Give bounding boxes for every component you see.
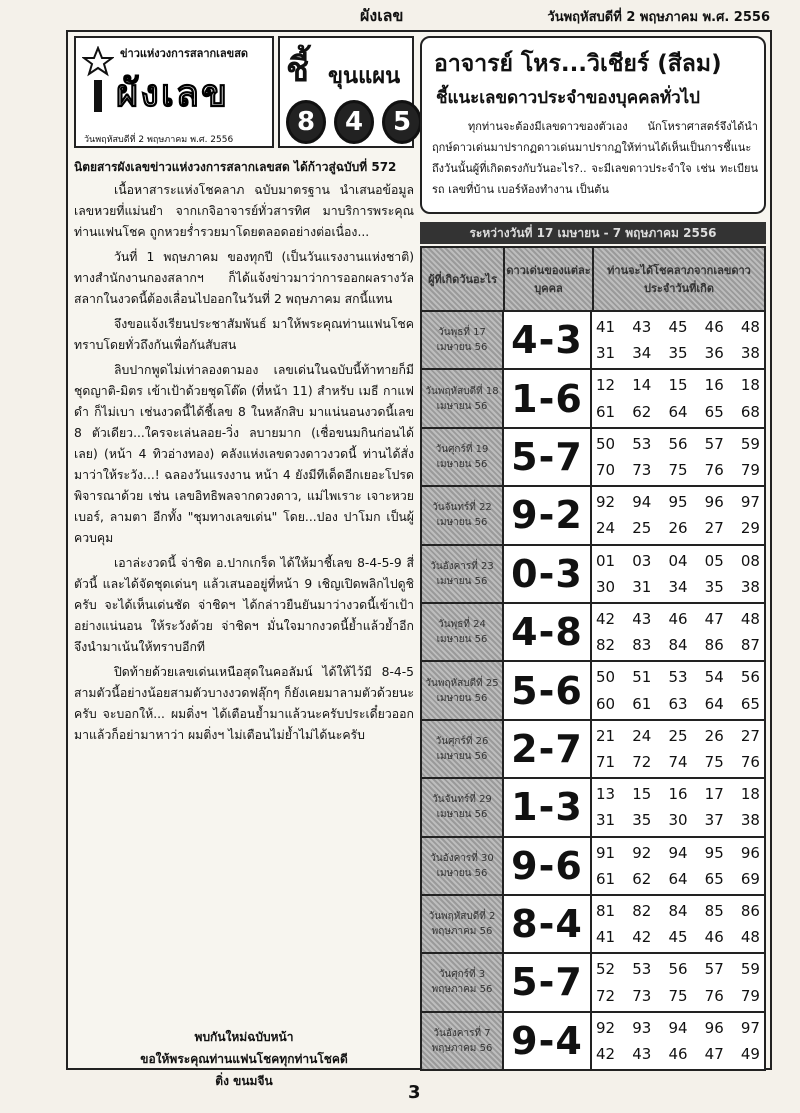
lucky-number: 95 [668, 493, 688, 512]
table-header [422, 248, 764, 312]
row-star-pair: 9-4 [504, 1013, 592, 1069]
number-line [596, 902, 760, 920]
row-numbers [592, 370, 764, 426]
lucky-number: 49 [740, 1044, 760, 1063]
row-numbers [592, 487, 764, 543]
header-birthday: ผู้ที่เกิดวันอะไร [422, 248, 505, 310]
lucky-number: 48 [740, 928, 760, 947]
date-range: ระหว่างวันที่ 17 เมษายน - 7 พฤษภาคม 2556 [420, 222, 766, 244]
lucky-number: 97 [740, 493, 760, 512]
row-star-pair: 1-3 [504, 779, 592, 835]
number-line [596, 987, 760, 1005]
lucky-number: 92 [632, 843, 652, 862]
article-paragraph: จึงขอแจ้งเรียนประชาสัมพันธ์ มาให้พระคุณท่านแฟนโชคทราบโดยทั่วถึงกันเพื่อกันสับสน [74, 317, 414, 352]
lucky-number: 03 [632, 551, 652, 570]
number-line [596, 727, 760, 745]
lucky-number: 42 [596, 1044, 616, 1063]
lucky-number: 84 [668, 636, 688, 655]
lucky-number: 31 [596, 344, 616, 363]
lucky-number: 13 [596, 785, 616, 804]
row-star-pair: 9-2 [504, 487, 592, 543]
row-date: วันจันทร์ที่ 29 เมษายน 56 [422, 779, 504, 835]
lucky-number: 83 [632, 636, 652, 655]
lucky-number: 95 [704, 843, 724, 862]
lucky-number: 93 [632, 1018, 652, 1037]
masthead-date: วันพฤหัสบดีที่ 2 พฤษภาคม พ.ศ. 2556 [84, 135, 234, 145]
table-row [422, 604, 764, 662]
lucky-number: 60 [596, 694, 616, 713]
signoff-line: ขอให้พระคุณท่านแฟนโชคทุกท่านโชคดี [140, 1052, 348, 1066]
lucky-number: 71 [596, 753, 616, 772]
row-date: วันอังคารที่ 7 พฤษภาคม 56 [422, 1013, 504, 1069]
lucky-number: 27 [740, 726, 760, 745]
lucky-number: 82 [596, 636, 616, 655]
row-star-pair: 2-7 [504, 721, 592, 777]
lucky-number: 96 [704, 1018, 724, 1037]
row-star-pair: 5-6 [504, 662, 592, 718]
row-star-pair: 9-6 [504, 838, 592, 894]
lucky-number: 24 [632, 726, 652, 745]
lucky-number: 94 [668, 1018, 688, 1037]
article-signoff [74, 1026, 414, 1092]
row-star-pair: 1-6 [504, 370, 592, 426]
number-line [596, 461, 760, 479]
lucky-number: 76 [704, 461, 724, 480]
lucky-number: 86 [740, 902, 760, 920]
row-date: วันพฤหัสบดีที่ 25 เมษายน 56 [422, 662, 504, 718]
lucky-number: 43 [632, 610, 652, 629]
lucky-number: 15 [632, 785, 652, 804]
lucky-number: 01 [596, 551, 616, 570]
row-numbers [592, 896, 764, 952]
astrologer-intro: ทุกท่านจะต้องมีเลขดาวของตัวเอง นักโหราศาสตร์จึงได้นำฤกษ์ดาวเด่นมาปรากฏดาวเด่นมาปรากฏให้ท่านได้เห็นเป็นการชี้แนะ ถึงวันนั้นผู้ที่เกิดตรงกับวันอะไร?.. จะมีเลขดาวประจำใจ เช่น ทะเบียนรถ เลขที่บ้าน เบอร์ห้องทำงาน เป็นต้น [432, 120, 758, 196]
lucky-number: 52 [596, 960, 616, 979]
lucky-number: 76 [740, 753, 760, 772]
lucky-number: 87 [740, 636, 760, 655]
badge-digits [286, 100, 422, 144]
lucky-number: 30 [596, 577, 616, 596]
lucky-number: 69 [740, 869, 760, 888]
number-line [596, 578, 760, 596]
lucky-number: 29 [740, 519, 760, 538]
lucky-number: 91 [596, 843, 616, 862]
lucky-number: 16 [668, 785, 688, 804]
number-line [596, 435, 760, 453]
lucky-number: 15 [668, 376, 688, 395]
lucky-number: 53 [632, 434, 652, 453]
masthead-subtitle: ข่าวแห่งวงการสลากเลขสด [120, 47, 249, 60]
row-star-pair: 8-4 [504, 896, 592, 952]
number-line [596, 1045, 760, 1063]
lucky-number: 25 [632, 519, 652, 538]
number-line [596, 811, 760, 829]
lucky-number: 17 [704, 785, 724, 804]
row-date: วันอังคารที่ 30 เมษายน 56 [422, 838, 504, 894]
right-column [420, 36, 766, 1064]
number-line [596, 960, 760, 978]
lucky-number: 61 [596, 402, 616, 421]
lucky-number: 24 [596, 519, 616, 538]
page-header [0, 0, 800, 30]
lucky-number: 68 [740, 402, 760, 421]
lucky-number: 74 [668, 753, 688, 772]
lucky-number: 57 [704, 434, 724, 453]
badge-digit: 4 [334, 100, 374, 144]
lucky-number: 53 [668, 668, 688, 687]
lucky-number: 47 [704, 610, 724, 629]
header-star: ดาวเด่นของแต่ละบุคคล [505, 248, 594, 310]
lucky-number: 47 [704, 1044, 724, 1063]
lucky-number: 79 [740, 461, 760, 480]
row-numbers [592, 429, 764, 485]
lucky-number: 30 [668, 811, 688, 830]
lucky-number: 41 [596, 318, 616, 337]
star-number-table [420, 246, 766, 1071]
table-row [422, 429, 764, 487]
number-line [596, 344, 760, 362]
number-line [596, 668, 760, 686]
table-rows [422, 312, 764, 1069]
row-numbers [592, 721, 764, 777]
lucky-number: 65 [704, 402, 724, 421]
left-column [74, 36, 414, 1088]
number-line [596, 403, 760, 421]
badge-prefix: ชี้ [286, 50, 310, 90]
row-star-pair: 0-3 [504, 546, 592, 602]
lucky-number: 59 [740, 960, 760, 979]
lucky-number: 94 [668, 843, 688, 862]
number-line [596, 552, 760, 570]
number-line [596, 1019, 760, 1037]
astrologer-subtitle: ชี้แนะเลขดาวประจำของบุคคลทั่วไป [436, 88, 700, 108]
lucky-number: 50 [596, 668, 616, 687]
lucky-number: 92 [596, 1018, 616, 1037]
row-numbers [592, 838, 764, 894]
astrologer-title: อาจารย์ โหร...วิเชียร์ (สีลม) [434, 51, 722, 77]
lucky-number: 42 [632, 928, 652, 947]
table-row [422, 487, 764, 545]
lucky-number: 12 [596, 376, 616, 395]
row-date: วันศุกร์ที่ 19 เมษายน 56 [422, 429, 504, 485]
lucky-number: 43 [632, 318, 652, 337]
table-row [422, 312, 764, 370]
row-star-pair: 5-7 [504, 429, 592, 485]
lucky-number: 62 [632, 869, 652, 888]
row-numbers [592, 604, 764, 660]
masthead-brand: ผังเลข [116, 71, 230, 115]
badge-digit: 8 [286, 100, 326, 144]
lucky-number: 56 [668, 434, 688, 453]
page-number: 3 [408, 1082, 421, 1103]
lucky-number: 48 [740, 318, 760, 337]
row-star-pair: 4-8 [504, 604, 592, 660]
lucky-number: 42 [596, 610, 616, 629]
article-paragraph: ลิบปากพูดไม่เท่าลองตามอง เลขเด่นในฉบับนี้ท้าทายก็มีชุดญาติ-มิตร เข้าเป้าด้วยชุดโต๊ด (ที่หน้า 11) สำหรับ เมธี กาแฟดำ ก็ไม่เบา เช่นงวดนี้ได้ชี้เลข 8 ในหลักสิบ มาแน่นอนงวดนี้เลข 8 ตัวเดียว...ใครจะเล่นลอย-วิ่ง ลบายมาก (เชื่อขนมกินก่อนได้เลย) (หน้า 4 ทิวอ่างทอง) คลังแห่งเลขดวงดาวงวดนี้ ท่านได้สั่งมาว่าให้ระวัง...! ฉลองวันแรงงาน หน้า 4 ยังมีทีเด็ดอีกเยอะโปรดพิจารณาด้วย เช่น เลขอิทธิพลจากดวงดาว, แม่ไพเราะ เจาะหวยเบอร์, ลามตา อีกทั้ง "ชุมทางเลขเด่น" โดย...ปอง ปาโมก เป็นผู้ควบคุม [74, 363, 414, 545]
article-paragraph: เนื้อหาสาระแห่งโชคลาภ ฉบับมาตรฐาน นำเสนอข้อมูลเลขหวยที่แม่นยำ จากเกจิอาจารย์ทั่วสารทิศ มาบริการพระคุณท่านแฟนโชค ถูกหวยร่ำรวยมาโดยตลอดอย่างต่อเนื่อง... [74, 183, 414, 239]
lucky-number: 56 [740, 668, 760, 687]
number-line [596, 753, 760, 771]
row-star-pair: 5-7 [504, 954, 592, 1010]
lucky-number: 18 [740, 376, 760, 395]
lucky-number: 70 [596, 461, 616, 480]
row-date: วันอังคารที่ 23 เมษายน 56 [422, 546, 504, 602]
lucky-number: 45 [668, 318, 688, 337]
number-line [596, 610, 760, 628]
lucky-number: 53 [632, 960, 652, 979]
number-line [596, 844, 760, 862]
lucky-number: 35 [704, 577, 724, 596]
lucky-number: 50 [596, 434, 616, 453]
lucky-number: 27 [704, 519, 724, 538]
lucky-number: 46 [704, 928, 724, 947]
lucky-number: 43 [632, 1044, 652, 1063]
lucky-number: 56 [668, 960, 688, 979]
signoff-author: ติ่ง ขนมจีน [215, 1074, 273, 1088]
row-numbers [592, 1013, 764, 1069]
lucky-number: 51 [632, 668, 652, 687]
lucky-number: 82 [632, 902, 652, 920]
lucky-number: 05 [704, 551, 724, 570]
lucky-number: 34 [632, 344, 652, 363]
lucky-number: 72 [596, 986, 616, 1005]
header-numbers: ท่านจะได้โชคลาภจากเลขดาวประจำวันที่เกิด [607, 264, 751, 295]
row-date: วันพุธที่ 24 เมษายน 56 [422, 604, 504, 660]
lucky-number: 38 [740, 577, 760, 596]
lucky-number: 92 [596, 493, 616, 512]
lucky-number: 75 [668, 986, 688, 1005]
lucky-number: 59 [740, 434, 760, 453]
number-line [596, 870, 760, 888]
lucky-number: 72 [632, 753, 652, 772]
table-row [422, 1013, 764, 1069]
number-line [596, 928, 760, 946]
lucky-number: 04 [668, 551, 688, 570]
row-date: วันจันทร์ที่ 22 เมษายน 56 [422, 487, 504, 543]
issue-line: นิตยสารผังเลขข่าวแห่งวงการสลากเลขสด ได้ก้าวสู่ฉบับที่ 572 [74, 160, 397, 174]
header-title: ผังเลข [360, 6, 404, 25]
number-line [596, 376, 760, 394]
lucky-number: 38 [740, 811, 760, 830]
lucky-number: 26 [704, 726, 724, 745]
article-paragraph: เอาล่ะงวดนี้ จ่าชิด อ.ปากเกร็ด ได้ให้มาชี้เลข 8-4-5-9 สี่ตัวนี้ และได้จัดชุดเด่นๆ แล้วเสนออยู่ที่หน้า 9 เชิญเปิดพลิกไปดูชิครับ จะได้เห็นเด่นชัด จ่าชิดฯ ได้กล่าวยืนยันมาว่างวดนี้เข้าเป้าอย่างแน่นอน ให้ระวังด้วย จ่าชิดฯ มั่นใจมากงวดนี้ย้ำแล้วย้ำอีก จึงนำมาเน้นให้ทราบอีกที [74, 556, 414, 654]
row-numbers [592, 779, 764, 835]
lucky-number: 21 [596, 726, 616, 745]
lucky-number: 96 [704, 493, 724, 512]
lucky-number: 18 [740, 785, 760, 804]
number-line [596, 695, 760, 713]
row-numbers [592, 662, 764, 718]
lucky-number: 46 [704, 318, 724, 337]
row-date: วันพฤหัสบดีที่ 18 เมษายน 56 [422, 370, 504, 426]
number-line [596, 785, 760, 803]
lucky-number: 79 [740, 986, 760, 1005]
lucky-number: 26 [668, 519, 688, 538]
lucky-number: 65 [704, 869, 724, 888]
lucky-number: 84 [668, 902, 688, 920]
lucky-number: 54 [704, 668, 724, 687]
lucky-number: 73 [632, 986, 652, 1005]
header-date: วันพฤหัสบดีที่ 2 พฤษภาคม พ.ศ. 2556 [547, 10, 770, 25]
row-numbers [592, 546, 764, 602]
lucky-number: 57 [704, 960, 724, 979]
number-line [596, 493, 760, 511]
lucky-number: 94 [632, 493, 652, 512]
number-line [596, 636, 760, 654]
article-paragraph: วันที่ 1 พฤษภาคม ของทุกปี (เป็นวันแรงงานแห่งชาติ) ทางสำนักงานกองสลากฯ ก็ได้แจ้งข่าวมาว่าการออกผลรางวัลสลากในงวดนี้ต้องเลื่อนไปออกในวันที่ 2 พฤษภาคม สกนี้แทน [74, 250, 414, 306]
signoff-line: พบกันใหม่ฉบับหน้า [194, 1030, 294, 1044]
row-date: วันศุกร์ที่ 26 เมษายน 56 [422, 721, 504, 777]
table-row [422, 721, 764, 779]
lucky-number: 61 [632, 694, 652, 713]
table-row [422, 546, 764, 604]
table-row [422, 370, 764, 428]
lucky-number: 45 [668, 928, 688, 947]
lucky-number: 75 [704, 753, 724, 772]
table-row [422, 779, 764, 837]
lucky-number: 14 [632, 376, 652, 395]
lucky-number: 75 [668, 461, 688, 480]
number-line [596, 519, 760, 537]
lucky-number: 35 [668, 344, 688, 363]
lucky-number: 86 [704, 636, 724, 655]
lucky-number: 76 [704, 986, 724, 1005]
lucky-number: 65 [740, 694, 760, 713]
lucky-number: 35 [632, 811, 652, 830]
astrologer-box [420, 36, 766, 214]
table-row [422, 838, 764, 896]
lucky-number: 34 [668, 577, 688, 596]
table-row [422, 896, 764, 954]
row-star-pair: 4-3 [504, 312, 592, 368]
lucky-number: 96 [740, 843, 760, 862]
lucky-number: 31 [632, 577, 652, 596]
lucky-number: 31 [596, 811, 616, 830]
lucky-number: 25 [668, 726, 688, 745]
lucky-number: 08 [740, 551, 760, 570]
row-numbers [592, 954, 764, 1010]
badge-digit: 5 [382, 100, 422, 144]
lucky-number: 36 [704, 344, 724, 363]
lucky-number: 81 [596, 902, 616, 920]
lucky-number: 62 [632, 402, 652, 421]
lucky-number: 46 [668, 1044, 688, 1063]
lucky-number: 37 [704, 811, 724, 830]
khun-phaen-badge [278, 36, 414, 148]
lucky-number: 97 [740, 1018, 760, 1037]
lucky-number: 41 [596, 928, 616, 947]
badge-word: ขุนแผน [328, 64, 401, 89]
lucky-number: 64 [668, 869, 688, 888]
table-row [422, 662, 764, 720]
row-date: วันศุกร์ที่ 3 พฤษภาคม 56 [422, 954, 504, 1010]
lucky-number: 64 [668, 402, 688, 421]
lucky-number: 61 [596, 869, 616, 888]
lucky-number: 38 [740, 344, 760, 363]
lucky-number: 48 [740, 610, 760, 629]
lucky-number: 73 [632, 461, 652, 480]
star-emblem-icon [82, 46, 114, 116]
row-date: วันพุธที่ 17 เมษายน 56 [422, 312, 504, 368]
lucky-number: 85 [704, 902, 724, 920]
lucky-number: 16 [704, 376, 724, 395]
row-numbers [592, 312, 764, 368]
article-paragraph: ปิดท้ายด้วยเลขเด่นเหนือสุดในคอลัมน์ ได้ให้ไว้มี 8-4-5 สามตัวนี้อย่างน้อยสามตัวบางงวดฟลุ๊กๆ ก็ยังเคยมาลามตัวด้วยนะครับ จะบอกให้... ผมติ่งฯ ได้เตือนย้ำมาแล้วนะครับประเดี๋ยวออกมาแล้วก็อย่ามาหาว่า ผมติ่งฯ ไม่เตือนไม่ย้ำไม่ได้นะครับ [74, 665, 414, 742]
lucky-number: 63 [668, 694, 688, 713]
lucky-number: 64 [704, 694, 724, 713]
table-row [422, 954, 764, 1012]
row-date: วันพฤหัสบดีที่ 2 พฤษภาคม 56 [422, 896, 504, 952]
lucky-number: 46 [668, 610, 688, 629]
article-body [74, 180, 414, 750]
masthead [74, 36, 274, 148]
number-line [596, 318, 760, 336]
